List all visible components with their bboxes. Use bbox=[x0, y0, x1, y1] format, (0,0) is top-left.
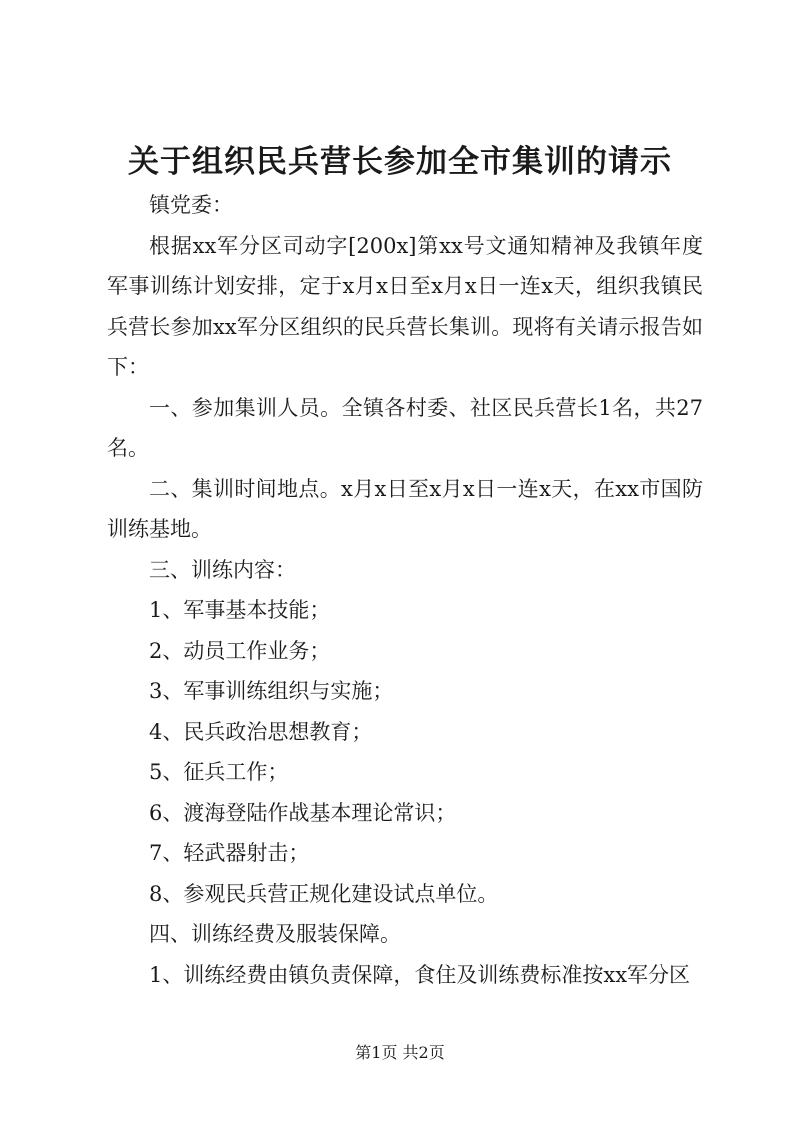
list-item: 3、军事训练组织与实施； bbox=[149, 679, 394, 703]
document-body bbox=[107, 185, 703, 995]
paragraph-funding-detail: 1、训练经费由镇负责保障，食住及训练费标准按xx军分区 bbox=[149, 962, 691, 987]
list-item: 7、轻武器射击； bbox=[149, 841, 310, 865]
list-item: 6、渡海登陆作战基本理论常识； bbox=[149, 800, 457, 825]
paragraph-intro: 根据xx军分区司动字[200x]第xx号文通知精神及我镇年度军事训练计划安排，定于x月x日至x月x日一连x天，组织我镇民兵营长参加xx军分区组织的民兵营长集训。现将有关请示报告如下： bbox=[107, 233, 703, 379]
list-item: 1、军事基本技能； bbox=[149, 598, 331, 622]
list-item: 4、民兵政治思想教育； bbox=[149, 719, 373, 744]
paragraph-training-content: 三、训练内容： bbox=[149, 557, 296, 582]
document-title: 关于组织民兵营长参加全市集训的请示 bbox=[128, 144, 672, 180]
salutation: 镇党委： bbox=[149, 193, 233, 217]
page-footer: 第1页 共2页 bbox=[355, 1043, 445, 1062]
paragraph-time-location: 二、集训时间地点。x月x日至x月x日一连x天，在xx市国防训练基地。 bbox=[107, 476, 703, 541]
paragraph-funding: 四、训练经费及服装保障。 bbox=[149, 922, 401, 946]
list-item: 8、参观民兵营正规化建设试点单位。 bbox=[149, 881, 499, 906]
list-item: 5、征兵工作； bbox=[149, 760, 289, 784]
list-item: 2、动员工作业务； bbox=[149, 638, 331, 663]
paragraph-personnel: 一、参加集训人员。全镇各村委、社区民兵营长1名，共27名。 bbox=[107, 395, 703, 460]
